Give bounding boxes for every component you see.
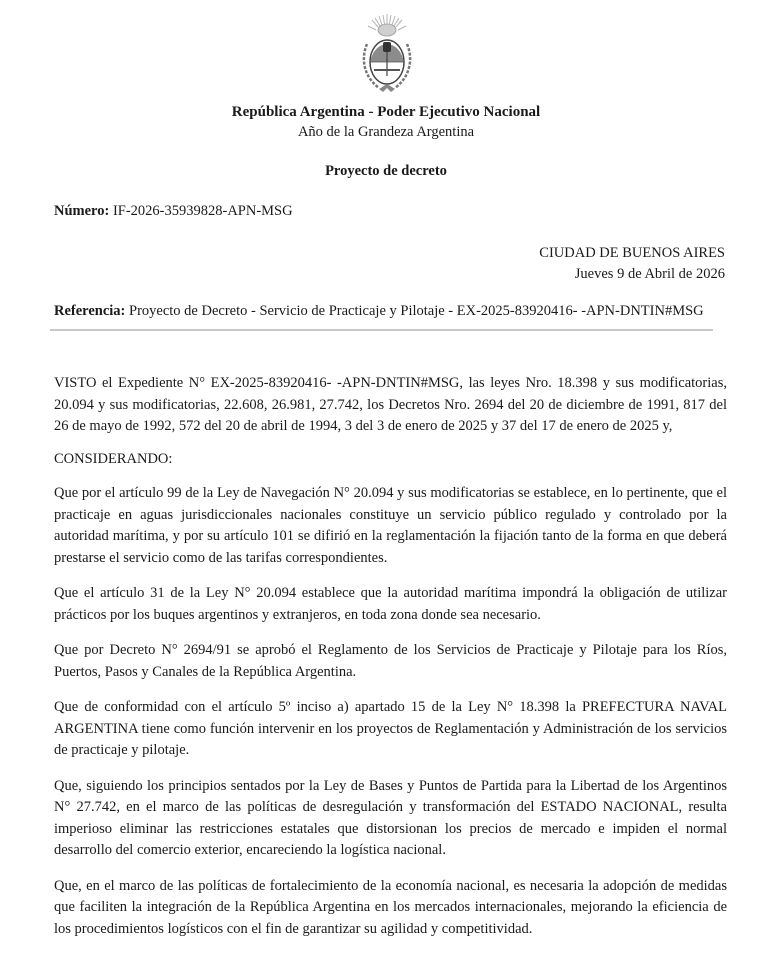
header-subtitle: Año de la Grandeza Argentina [297,124,475,140]
considerando-heading: CONSIDERANDO: [54,450,173,467]
divider [50,329,713,331]
document-number [54,203,293,220]
document-number-value: IF-2026-35939828-APN-MSG [112,203,293,219]
header-title: República Argentina - Poder Ejecutivo Nacional [231,104,541,120]
visto-paragraph: VISTO el Expediente N° EX-2025-83920416- -APN-DNTIN#MSG, las leyes Nro. 18.398 y sus modificatorias, 20.094 y sus modificatorias, 22.608, 26.981, 27.742, los Decretos Nro. 2694 del 20 de diciembre de 1991, 817 del 26 de mayo de 1992, 572 del 20 de abril de 1994, 3 del 3 de enero de 2025 y 37 del 17 de enero de 2025 y, [54,375,727,434]
reference-value: Proyecto de Decreto - Servicio de Practicaje y Pilotaje - EX-2025-83920416- -APN-DNTIN#MSG [129,303,704,319]
document-type: Proyecto de decreto [325,163,447,179]
reference-label: Referencia: [54,303,126,319]
date: Jueves 9 de Abril de 2026 [574,266,725,282]
place-and-date [539,243,725,285]
considerando-paragraph: Que por Decreto N° 2694/91 se aprobó el Reglamento de los Servicios de Practicaje y Pilotaje para los Ríos, Puertos, Pasos y Canales de la República Argentina. [54,642,727,680]
document-number-label: Número: [54,203,110,219]
considerando-paragraph: Que, en el marco de las políticas de fortalecimiento de la economía nacional, es necesaria la adopción de medidas que faciliten la integración de la República Argentina en los mercados internacionales, mejorando la eficiencia de los procedimientos logísticos con el fin de garantizar su agilidad y competitividad. [54,877,727,937]
considerando-paragraph: Que el artículo 31 de la Ley N° 20.094 establece que la autoridad marítima impondrá la obligación de utilizar prácticos por los buques argentinos y extranjeros, en toda zona donde sea necesario. [54,585,727,623]
city: CIUDAD DE BUENOS AIRES [539,245,725,261]
document-body [54,373,727,954]
considerando-paragraph: Que de conformidad con el artículo 5º inciso a) apartado 15 de la Ley N° 18.398 la PREFECTURA NAVAL ARGENTINA tiene como función intervenir en los proyectos de Reglamentación y Administración de los servicios de practicaje y pilotaje. [54,699,727,758]
coat-of-arms-icon [357,10,417,96]
reference [54,303,704,320]
considerando-paragraph: Que, siguiendo los principios sentados por la Ley de Bases y Puntos de Partida para la Libertad de los Argentinos N° 27.742, en el marco de las políticas de desregulación y transformación del ESTADO NACIONAL, resulta imperioso eliminar las restricciones estatales que distorsionan los precios de mercado e impiden el normal desarrollo del comercio exterior, encareciendo la logística nacional. [54,777,727,858]
considerando-paragraph: Que por el artículo 99 de la Ley de Navegación N° 20.094 y sus modificatorias se establece, en lo pertinente, que el practicaje en aguas jurisdiccionales nacionales constituye un servicio público regulado y controlado por la autoridad marítima, y por su artículo 101 se difirió en la reglamentación la fijación tanto de la forma en que deberá prestarse el servicio como de las tarifas correspondientes. [54,485,727,566]
